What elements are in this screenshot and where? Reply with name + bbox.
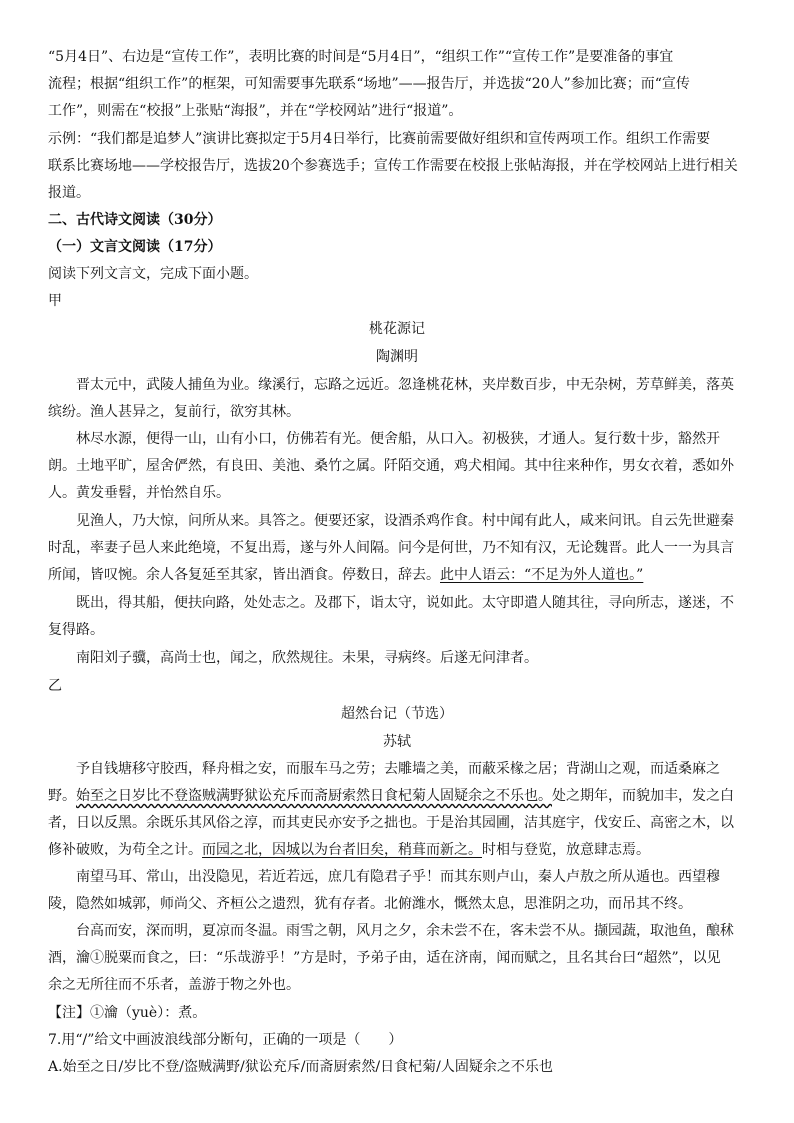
intro-line-2: 流程；根据“组织工作”的框架，可知需要事先联系“场地”——报告厅，并选拔“20人”参加比赛；而“宣传 — [48, 76, 690, 92]
example-line-3: 报道。 — [48, 185, 90, 201]
passage-1-para-1-line-2: 缤纷。渔人甚异之，复前行，欲穷其林。 — [48, 404, 300, 420]
para-q1-suffix: 处之期年，而貌加丰，发之白 — [552, 788, 734, 804]
question-7: 7.用“/”给文中画波浪线部分断句，正确的一项是（ ） — [48, 1032, 403, 1048]
underlined-sentence-2: 而园之北，因城以为台者旧矣，稍葺而新之。 — [202, 842, 482, 858]
passage-2-title: 超然台记（节选） — [341, 706, 453, 722]
passage-1-para-1-line-1: 晋太元中，武陵人捕鱼为业。缘溪行，忘路之远近。忽逢桃花林，夹岸数百步，中无杂树，芳草鲜美，落英 — [76, 377, 734, 393]
example-line-1: 示例：“我们都是追梦人”演讲比赛拟定于5月4日举行，比赛前需要做好组织和宣传两项工作。组织工作需要 — [48, 131, 711, 147]
passage-1-para-3-line-1: 见渔人，乃大惊，问所从来。具答之。便要还家，设酒杀鸡作食。村中闻有此人，咸来问讯。自云先世避秦 — [76, 513, 734, 529]
annotation-note: 【注】①瀹（yuè）：煮。 — [48, 1005, 207, 1021]
passage-1-para-4-line-1: 既出，得其船，便扶向路，处处志之。及郡下，诣太守，说如此。太守即遣人随其往，寻向所志，遂迷，不 — [76, 595, 734, 611]
section-heading: 二、古代诗文阅读（30分） — [48, 212, 222, 228]
passage-label-yi: 乙 — [48, 678, 62, 694]
passage-2-para-3-line-2: 酒，瀹①脱粟而食之，曰：“乐哉游乎！”方是时，予弟子由，适在济南，闻而赋之，且名其台曰“超然”，以见 — [48, 950, 721, 966]
passage-2-para-2-line-1: 南望马耳、常山，出没隐见，若近若远，庶几有隐君子乎！而其东则卢山，秦人卢敖之所从遁也。西望穆 — [76, 869, 720, 885]
para-3-plain-text: 所闻，皆叹惋。余人各复延至其家，皆出酒食。停数日，辞去。 — [48, 567, 440, 583]
passage-2-author: 苏轼 — [383, 734, 411, 750]
para-q1-line4-suffix: 时相与登览，放意肆志焉。 — [482, 842, 650, 858]
intro-line-3: 工作”，则需在“校报”上张贴“海报”，并在“学校网站”进行“报道”。 — [48, 103, 463, 119]
passage-label-jia: 甲 — [48, 293, 62, 309]
underlined-sentence: 此中人语云：“不足为外人道也。” — [440, 567, 644, 583]
passage-2-para-1-line-1: 予自钱塘移守胶西，释舟楫之安，而服车马之劳；去雕墙之美，而蔽采椽之居；背湖山之观，而适桑麻之 — [76, 761, 720, 777]
passage-2-para-1-line-4 — [48, 843, 650, 857]
passage-1-para-3-line-2: 时乱，率妻子邑人来此绝境，不复出焉，遂与外人间隔。问今是何世，乃不知有汉，无论魏晋。此人一一为具言 — [48, 540, 734, 556]
reading-instruction: 阅读下列文言文，完成下面小题。 — [48, 266, 258, 282]
passage-2-para-1-line-3: 者，日以反黑。余既乐其风俗之淳，而其吏民亦安予之拙也。于是治其园圃，洁其庭宇，伐安丘、高密之木，以 — [48, 815, 734, 831]
passage-1-para-2-line-2: 朗。土地平旷，屋舍俨然，有良田、美池、桑竹之属。阡陌交通，鸡犬相闻。其中往来种作，男女衣着，悉如外 — [48, 458, 734, 474]
passage-1-para-2-line-3: 人。黄发垂髫，并怡然自乐。 — [48, 485, 230, 501]
passage-1-para-4-line-2: 复得路。 — [48, 622, 104, 638]
passage-2-para-2-line-2: 陵，隐然如城郭，师尚父、齐桓公之遗烈，犹有存者。北俯潍水，慨然太息，思淮阴之功，而吊其不终。 — [48, 896, 692, 912]
passage-1-title: 桃花源记 — [369, 321, 425, 337]
passage-2-para-3-line-3: 余之无所往而不乐者，盖游于物之外也。 — [48, 977, 300, 993]
question-7-option-a: A.始至之日/岁比不登/盗贼满野/狱讼充斥/而斋厨索然/日食杞菊/人固疑余之不乐也 — [48, 1059, 553, 1075]
passage-1-para-2-line-1: 林尽水源，便得一山，山有小口，仿佛若有光。便舍船，从口入。初极狭，才通人。复行数十步，豁然开 — [76, 431, 720, 447]
example-line-2: 联系比赛场地——学校报告厅，选拔20个参赛选手；宣传工作需要在校报上张帖海报，并在学校网站上进行相关 — [48, 158, 738, 174]
passage-1-author: 陶渊明 — [376, 349, 418, 365]
passage-2-para-1-line-2 — [48, 789, 734, 803]
passage-2-para-3-line-1: 台高而安，深而明，夏凉而冬温。雨雪之朝，风月之夕，余未尝不在，客未尝不从。撷园蔬，取池鱼，酿秫 — [76, 923, 734, 939]
wavy-underlined-sentence: 始至之日岁比不登盗贼满野狱讼充斥而斋厨索然日食杞菊人固疑余之不乐也。 — [76, 788, 552, 804]
passage-1-para-5-line-1: 南阳刘子骥，高尚士也，闻之，欣然规往。未果，寻病终。后遂无问津者。 — [76, 650, 538, 666]
passage-1-para-3-line-3 — [48, 568, 643, 582]
para-q1-prefix: 野。 — [48, 788, 76, 804]
intro-line-1: “5月4日”、右边是“宣传工作”，表明比赛的时间是“5月4日”，“组织工作”“宣传工作”是要准备的事宜 — [48, 49, 674, 65]
subsection-heading: （一）文言文阅读（17分） — [48, 239, 222, 255]
para-q1-line4-prefix: 修补破败，为苟全之计。 — [48, 842, 202, 858]
